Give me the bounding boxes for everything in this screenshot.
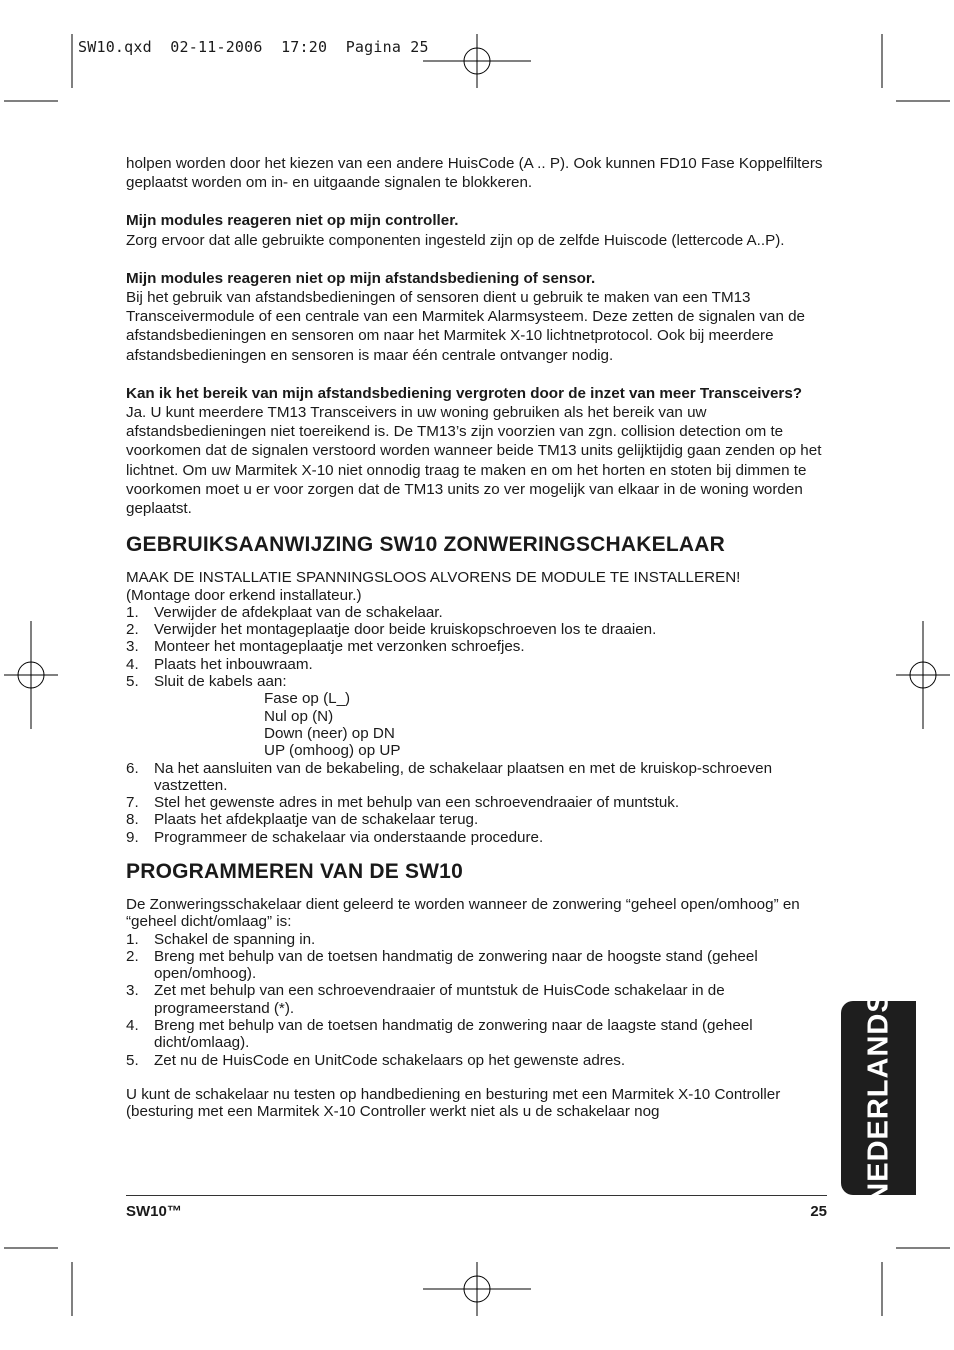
- faq-question-1: Mijn modules reageren niet op mijn controller.: [126, 212, 459, 230]
- faq-answer-2: Bij het gebruik van afstandsbedieningen of sensoren dient u gebruik te maken van een TM13 Transceivermodule of een centrale van een Marmitek Alarmsysteem. Deze zetten de signalen van de afstandsbedieningen en sensoren om naar het Marmitek X-10 lichtnetprotocol. Ook bij meerdere afstandsbedieningen en sensoren is maar één centrale ontvanger nodig.: [126, 289, 806, 364]
- faq-question-3: Kan ik het bereik van mijn afstandsbediening vergroten door de inzet van meer Transceivers?: [126, 384, 803, 402]
- list-item: 1. Verwijder de afdekplaat van de schakelaar.: [126, 603, 443, 621]
- footer-product: SW10™: [126, 1203, 182, 1220]
- section-heading-programming: PROGRAMMEREN VAN DE SW10: [126, 860, 463, 883]
- list-item: 8. Plaats het afdekplaatje van de schakelaar terug.: [126, 811, 479, 829]
- page-body: [126, 154, 826, 1121]
- wiring-line: UP (omhoog) op UP: [264, 742, 401, 760]
- programming-steps: [126, 931, 826, 1069]
- list-item: 2. Breng met behulp van de toetsen handmatig de zonwering naar de hoogste stand (geheel open/omhoog).: [126, 947, 758, 983]
- wiring-line: Fase op (L_): [264, 690, 351, 708]
- list-item: 1. Schakel de spanning in.: [126, 930, 316, 948]
- print-slug: SW10.qxd 02-11-2006 17:20 Pagina 25: [78, 38, 429, 56]
- list-item: 6. Na het aansluiten van de bekabeling, de schakelaar plaatsen en met de kruiskop-schroeven vastzetten.: [126, 759, 773, 794]
- list-item: 2. Verwijder het montageplaatje door beide kruiskopschroeven los te draaien.: [126, 621, 657, 639]
- footer-divider: [126, 1195, 827, 1196]
- list-item: 5. Sluit de kabels aan:: [126, 673, 287, 691]
- install-warning: MAAK DE INSTALLATIE SPANNINGSLOOS ALVORENS DE MODULE TE INSTALLEREN!: [126, 569, 741, 587]
- section-heading-instructions: GEBRUIKSAANWIJZING SW10 ZONWERINGSCHAKELAAR: [126, 533, 725, 557]
- install-steps: [126, 604, 826, 690]
- wiring-line: Nul op (N): [264, 707, 334, 725]
- faq-answer-3: Ja. U kunt meerdere TM13 Transceivers in uw woning gebruiken als het bereik van uw afstandsbedieningen niet toereikend is. De TM13’s zijn voorzien van zgn. collision detection om te voorkomen dat de signalen verstoord worden wanneer beide TM13 units gelijktijdig gaan zenden op het lichtnet. Om uw Marmitek X-10 niet onnodig traag te maken en om het horten en stoten bij dimmen te voorkomen moet u er voor zorgen dat de TM13 units zo ver mogelijk van elkaar in de woning worden geplaatst.: [126, 404, 822, 518]
- list-item: 4. Breng met behulp van de toetsen handmatig de zonwering naar de laagste stand (geheel dicht/omlaag).: [126, 1017, 753, 1052]
- programming-intro: De Zonweringsschakelaar dient geleerd te worden wanneer de zonwering “geheel open/omhoog” en “geheel dicht/omlaag” is:: [126, 896, 800, 931]
- faq-answer-1: Zorg ervoor dat alle gebruikte componenten ingesteld zijn op de zelfde Huiscode (lettercode A..P).: [126, 231, 785, 249]
- wiring-line: Down (neer) op DN: [264, 724, 395, 742]
- install-note: (Montage door erkend installateur.): [126, 586, 362, 604]
- faq-question-2: Mijn modules reageren niet op mijn afstandsbediening of sensor.: [126, 269, 596, 287]
- list-item: 7. Stel het gewenste adres in met behulp van een schroevendraaier of muntstuk.: [126, 794, 680, 812]
- list-item: 4. Plaats het inbouwraam.: [126, 655, 313, 673]
- closing-paragraph: U kunt de schakelaar nu testen op handbediening en besturing met een Marmitek X-10 Controller (besturing met een Marmitek X-10 Controller werkt niet als u de schakelaar nog: [126, 1085, 781, 1121]
- page-number: 25: [810, 1203, 827, 1220]
- intro-paragraph: holpen worden door het kiezen van een andere HuisCode (A .. P). Ook kunnen FD10 Fase Koppelfilters geplaatst worden om in- en uitgaande signalen te blokkeren.: [126, 155, 823, 192]
- list-item: 3. Monteer het montageplaatje met verzonken schroefjes.: [126, 638, 525, 656]
- language-tab-label: NEDERLANDS: [862, 992, 894, 1204]
- list-item: 9. Programmeer de schakelaar via onderstaande procedure.: [126, 828, 544, 846]
- language-tab: [841, 992, 916, 1204]
- install-steps-continued: [126, 760, 826, 846]
- list-item: 5. Zet nu de HuisCode en UnitCode schakelaars op het gewenste adres.: [126, 1051, 626, 1069]
- list-item: 3. Zet met behulp van een schroevendraaier of muntstuk de HuisCode schakelaar in de programeerstand (*).: [126, 982, 725, 1017]
